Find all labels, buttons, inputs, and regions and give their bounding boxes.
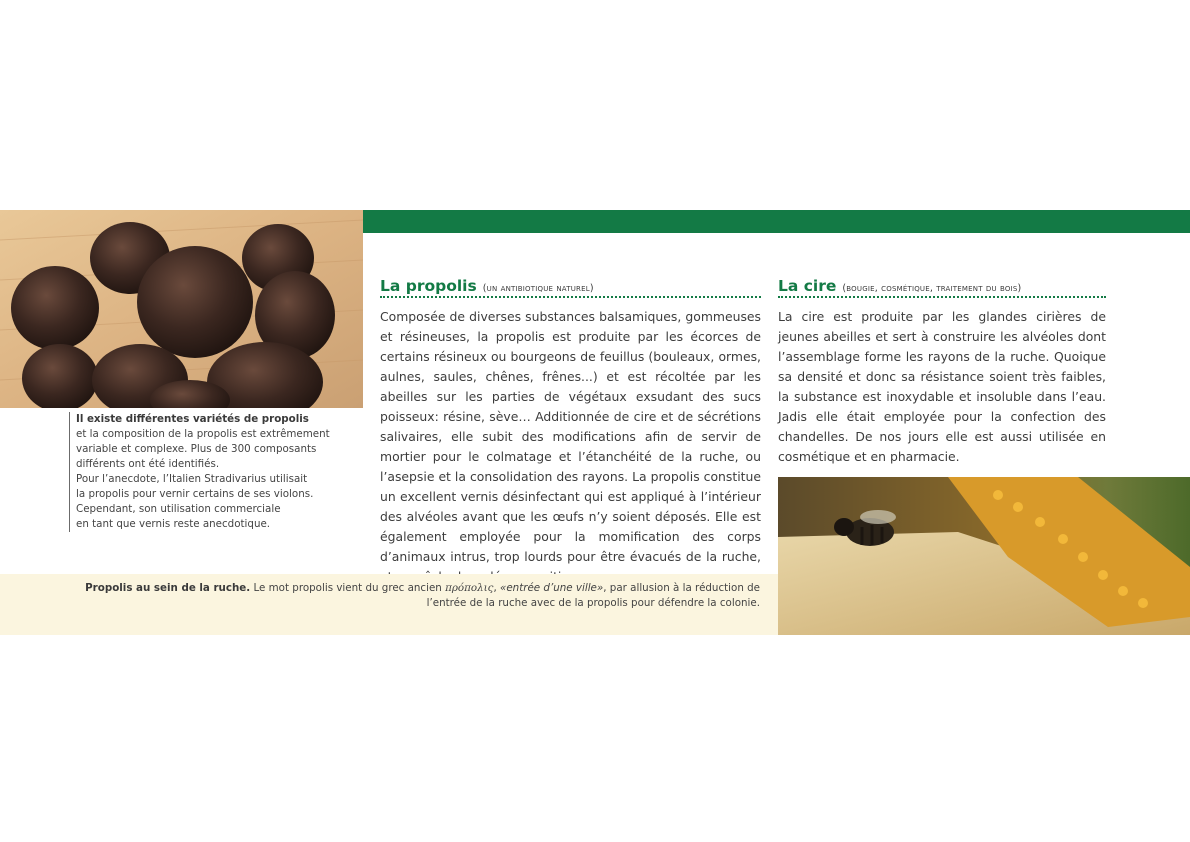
caption-line: différents ont été identifiés. xyxy=(76,458,220,470)
caption-line: en tant que vernis reste anecdotique. xyxy=(76,518,271,530)
propolis-subtitle: (un antibiotique naturel) xyxy=(482,283,594,294)
cire-subtitle: (bougie, cosmétique, traitement du bois) xyxy=(842,283,1022,294)
caption-title: Il existe différentes variétés de propolis xyxy=(76,413,309,425)
bee-hive-photo xyxy=(778,477,1190,635)
cire-body: La cire est produite par les glandes cirières de jeunes abeilles et sert à construire les alvéoles dont l’assemblage forme les rayons de la ruche. Quoique sa densité et donc sa résistance soient très faibles, la substance est inoxydable et insoluble dans l’eau. Jadis elle était employée pour la confection des chandelles. De nos jours elle est aussi utilisée en cosmétique et en pharmacie. xyxy=(778,309,1106,464)
propolis-photo-caption xyxy=(69,412,361,532)
propolis-heading xyxy=(380,276,761,298)
hive-caption-text-end: , par allusion à la réduction de l’entrée de la ruche avec de la propolis pour défendre la colonie. xyxy=(426,582,760,609)
caption-line: variable et complexe. Plus de 300 composants xyxy=(76,443,317,455)
caption-line: Cependant, son utilisation commerciale xyxy=(76,503,281,515)
hive-caption: Propolis au sein de la ruche. Le mot propolis vient du grec ancien πρόπολις, «entrée d’une ville», par allusion à la réduction de l’entrée de la ruche avec de la propolis pour défendre la colonie. xyxy=(85,582,760,609)
caption-line: la propolis pour vernir certains de ses violons. xyxy=(76,488,314,500)
hive-caption-quote: «entrée d’une ville» xyxy=(499,582,604,594)
propolis-photo xyxy=(0,210,363,408)
propolis-title: La propolis xyxy=(380,277,477,295)
header-green-bar xyxy=(363,210,1190,233)
hive-caption-band xyxy=(0,574,778,635)
hive-caption-text: Le mot propolis vient du grec ancien xyxy=(253,582,442,594)
cire-title: La cire xyxy=(778,277,837,295)
cire-heading xyxy=(778,276,1106,298)
hive-caption-title: Propolis au sein de la ruche. xyxy=(85,582,251,594)
caption-line: Pour l’anecdote, l’Italien Stradivarius utilisait xyxy=(76,473,308,485)
hive-caption-greek: πρόπολις xyxy=(445,582,494,594)
propolis-body: Composée de diverses substances balsamiques, gommeuses et résineuses, la propolis est produite par les écorces de certains résineux ou bourgeons de feuillus (bouleaux, ormes, aulnes, saules, chênes, frênes...) et est récoltée par les abeilles sur les parties de végétaux exsudant des sucs poisseux: résine, sève… Additionnée de cire et de sécrétions salivaires, elle subit des modifications afin de servir de mortier pour le colmatage et l’étanchéité de la ruche, ou l’asepsie et la consolidation des rayons. La propolis constitue un excellent vernis désinfectant qui est appliqué à l’intérieur des alvéoles avant que les œufs n’y soient déposés. Elle est également employée pour la momification des corps d’animaux intrus, trop lourds pour être évacués de la ruche, xyxy=(380,309,761,564)
caption-line: et la composition de la propolis est extrêmement xyxy=(76,428,330,440)
